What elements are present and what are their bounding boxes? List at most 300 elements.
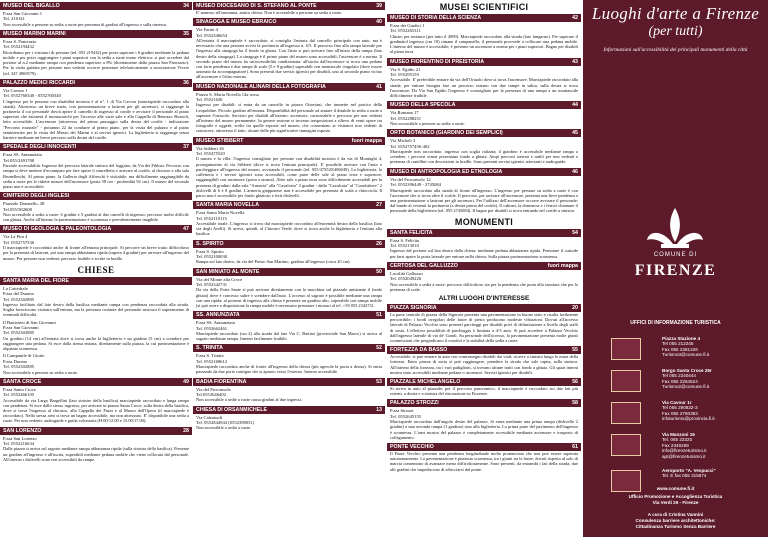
map-number: 51 — [376, 312, 382, 319]
column-1 — [0, 0, 192, 537]
venue-section — [0, 192, 192, 223]
section-header — [193, 201, 385, 209]
section-header — [387, 443, 581, 451]
venue-description: E' annesso all'omonima, antica chiesa. Non è accessibile a persone su sedia a ruote. — [196, 10, 343, 15]
address-line: Tel. 0552049226 — [390, 276, 422, 282]
venue-address — [193, 26, 385, 38]
address-line: Tel. 0552757456-402 — [390, 143, 430, 149]
office-line: Fax 055 2760383 — [662, 410, 698, 416]
venue-description: Marciapiede raccordato alla strada di fronte all'ingresso. L'ingresso per persone su sedia a ruote è con l'ascensore che si trova oltre il cortile. Il percorso, per arrivare all'ascensore, presenta una lieve pendenza e una pavimentazione a lastroni per gli ascensori. Per l'utilizzo dell'ascensore occorre avvisare il personale: dal bando al vestenti la portineria (a destra prima del cortile). Il cabinet, la domenica e i festivi chiamare il personale della biglietteria (tel. 055 2745084). Il bagno per disabili si trova entrando nel cortile a sinistra. — [390, 187, 578, 214]
section-title: MUSEO DEL BIGALLO — [3, 3, 60, 9]
venue-address — [387, 137, 581, 149]
map-number: fuori mappa — [351, 137, 382, 144]
section-header — [193, 240, 385, 248]
address-line: Piazzale Donatello, 38 — [3, 201, 45, 207]
venue-description: Accessibile totale. L'ingresso si trova dal marciapiede raccordato all'estremità destra della basilica (lato via degli Avelli). Si arriva, quindi, al Chiostro Verde, dove si trova anche la biglietteria e l'entrata alla basilica. — [196, 220, 382, 237]
address-line: Via Romana 17 — [390, 110, 419, 116]
section-header — [387, 304, 581, 312]
venue-description: Il Ponte Vecchio presenta una pendenza longitudinale molto pronunciata che non può essere superata autonomamente. La pavimentazione è piuttosto sconnessa, tra i giunti tra le lastre, dovuti rispetto al solo di marcia consentono di avanzare meno difficoltosamente. Sono presenti, da entrambi i lati della strada, due alti gradini che impediscono di affacciarsi dal ponte. — [390, 451, 578, 472]
venue-address — [387, 270, 581, 282]
office-block — [662, 400, 762, 422]
section-title: MUSEO STIBBERT — [196, 137, 244, 144]
address-line: Tel. 0552288251 — [390, 115, 422, 121]
section-title: MUSEO DI STORIA DELLA SCIENZA — [390, 15, 482, 21]
cover-panel — [583, 0, 768, 537]
address-line: P.zza Santa Maria Novella — [196, 210, 245, 216]
map-number: 40 — [376, 19, 382, 26]
address-line: Tel. 0552302885 — [3, 330, 35, 336]
address-line: P.zza San Lorenzo — [3, 435, 37, 441]
footer-org: Cittadinanza Turismo Senza Barriere — [635, 524, 716, 529]
address-line: P.zza S. Felicita — [390, 237, 420, 243]
address-line: Tel.055/582608 — [3, 206, 32, 212]
venue-address — [193, 209, 385, 221]
venue-description: Ingresso facilitato dal lato destro della basilica mediante rampa con pendenza raccordata alla strada. Soglia favoriscono visitatra sull'entrata, ma la presenza costante del personale assicura il superamento di eventuali difficoltà. — [3, 301, 189, 318]
address-line: Tel. 055475520 — [196, 151, 225, 157]
office-line: Fax 2346289 — [662, 442, 689, 448]
venue-description: Non accessibile a sedia a ruote: 6 gradini e 5 gradini al due cancelli di ingresso; percorso molto difficile con ghiaia. Anche all'interno la pavimentazione è sconnessa e prevalentemente inagibile. — [3, 211, 189, 223]
section-title: CERTOSA DEL GALLUZZO — [390, 262, 458, 269]
venue-address — [387, 237, 581, 249]
section-title: SINAGOGA E MUSEO EBRAICO — [196, 19, 277, 26]
map-number: 45 — [572, 130, 578, 137]
venue-section — [0, 378, 192, 425]
address-line: Tel. 0552265311 — [390, 28, 421, 34]
section-header — [0, 378, 192, 386]
address-line: P.zza San Giovanni 1 — [3, 11, 43, 16]
map-number: 26 — [376, 240, 382, 247]
address-line: Via Cavour 1 — [3, 87, 28, 93]
footer-site: www.comune.fi.it — [656, 486, 695, 491]
section-header — [0, 30, 192, 38]
section-title: PIAZZALE MICHELANGELO — [390, 378, 461, 385]
venue-description: Non accessibile a sedie a ruote causa gradini al due ingressi. — [196, 397, 302, 403]
venue-description: Accessibile da via Largo Bargellini (lato sinistro della basilica) marciapiede raccordato e lunga rampa con pendenza. Si esce dallo stesso ingresso, per arrivare in piazza Santa Croce, sulla destra della basilica, dove si trova l'ingresso al chiostro, alla Cappella dei Pazzi e al Museo dell'Opera (il marciapiede è raccordato). Nella stessa area si trova un bagno accessibile, ma non attrezzato. E' disponibile una sedia a ruote. Per non vedenti: audioguide e guida volontaria (H.00/12.00 e 15.00/17.00). — [3, 397, 189, 424]
venue-section — [387, 14, 581, 56]
footer-office: Ufficio Promozione e Accoglienza Turistica — [628, 494, 723, 499]
section-title: MUSEO DELLA SPECOLA — [390, 102, 456, 109]
section-header — [193, 18, 385, 26]
map-number: 46 — [572, 168, 578, 175]
address-line: Tel. 0552302885 — [3, 296, 35, 302]
venue-address — [0, 319, 192, 336]
map-number: fuori mappa — [547, 262, 578, 269]
map-number: 36 — [183, 79, 189, 86]
address-line: P.zza S. Trinita — [196, 353, 224, 359]
office-line: Tel. 055 23320 — [662, 437, 693, 443]
venue-address — [193, 352, 385, 364]
map-number: 54 — [572, 229, 578, 236]
venue-section — [0, 143, 192, 190]
venue-description: Rampa sul lato destro, da via del Presto San Martino, gradino all'ingresso (circa 20 cm). — [196, 259, 351, 265]
section-title: SPEDALE DEGLI INNOCENTI — [3, 144, 77, 151]
venue-description: Marciapiede non raccordato; ingresso con soglia rialzata; il giardino è accessibile mediante rampa a scendere, i percorsi ormai presentano fondo a ghiaia. Ampi percorsi sterrati e tattili per non vedenti e presenza di cartellini con descrizioni in braille. Sono presenti servizi igienici attrezzati e audioguide. — [390, 149, 578, 165]
address-line: P.zza del Duomo — [3, 291, 35, 297]
section-title: MUSEO FIORENTINO DI PREISTORIA — [390, 58, 485, 65]
venue-address — [0, 200, 192, 212]
venue-address — [0, 38, 192, 50]
office-block — [662, 368, 762, 390]
venue-section — [387, 304, 581, 344]
office-line: Tel 055 2340444 — [662, 373, 696, 379]
address-line: Tel. 055213018 — [390, 242, 419, 248]
venue-section — [0, 2, 192, 28]
section-header — [0, 225, 192, 233]
venue-address — [193, 414, 385, 426]
address-line: P.zza SS. Annunziata — [196, 320, 235, 326]
map-number: 39 — [376, 3, 382, 9]
office-line: Tel 055 290832-3 — [662, 405, 698, 411]
section-header — [387, 262, 581, 270]
venue-section — [387, 346, 581, 376]
section-title: PIAZZA SIGNORIA — [390, 304, 437, 311]
map-number: 13 — [376, 406, 382, 413]
brochure-subtitle: (per tutti) — [648, 24, 703, 39]
address-line: Tel. 0552760340 - 0552760340 — [3, 93, 61, 99]
venue-address — [0, 285, 192, 302]
address-line: Via La Pira 4 — [3, 234, 28, 240]
address-line: Tel. 0552194432 — [3, 44, 35, 50]
section-header — [0, 427, 192, 435]
address-line: Località Galluzzo — [390, 270, 423, 276]
section-header — [387, 346, 581, 354]
venue-description: All'entrata il marciapiede è raccordato; si consiglia l'entrata dal cancello principale con auto, ma è necessario che una persona avvisi la portineria all'ingresso n. 6/5. Il percorso fino alla rampa laterale per l'ingresso alla sinagoga ha il fondo in ghiaia. Con l'auto si può arrivare fino all'inizio della rampa (lato destro della sinagoga). La sinagoga è il primo piano del museo sono accessibili; l'ascensore è a norma. Il secondo piano del museo ha un'accessibilità condizionata: all'uscita dall'ascensore si trova una pedana con forte pendenza e due rampe di scale (5 e 8 gradini) superabili con montascale cingolato (dove essere azionato da accompagnatore). Sono presenti due servizi igienici per disabili, uno al secondo piano vicino all'ascensore e l'altro esterno. — [196, 38, 382, 80]
footer-address: Via Verdi 26 - Firenze — [652, 500, 699, 505]
venue-address — [0, 386, 192, 398]
address-line: Via del Proconsolo — [196, 386, 231, 392]
venue-address — [0, 151, 192, 163]
footer-consult: Consulenza barriere architettoniche: — [635, 518, 716, 523]
section-header — [0, 277, 192, 285]
section-title: S. TRINITA — [196, 345, 223, 352]
office-line: Aeroporto "A. Vespucci" — [662, 468, 716, 473]
venue-subtitle: Il Campanile di Giotto — [3, 353, 45, 359]
address-line: Tel.055/2491708 — [3, 157, 35, 163]
section-title: CIMITERO DEGLI INGLESI — [3, 193, 70, 200]
venue-description: Ingresso dal portone sul lato destro della chiesa: mediante pedana abbastanza ripida. Prenotare il custode per farsi aprire la porta laterale per entrare nella chiesa. Sulla piazza pavimentazione sconnessa. — [390, 248, 578, 259]
section-title: MUSEO MARINO MARINI — [3, 31, 66, 38]
section-title: SANTA MARIA DEL FIORE — [3, 277, 69, 284]
office-photo-icon — [611, 370, 641, 392]
section-header — [193, 344, 385, 352]
section-header — [387, 101, 581, 109]
office-line: Via Cavour 1r — [662, 400, 692, 405]
address-line: Tel. 0552466105 — [3, 392, 35, 398]
address-line: Tel. 05521630 — [196, 97, 223, 103]
section-header — [387, 58, 581, 66]
address-line: P.zza S. Pancrazio — [3, 39, 37, 45]
map-number: 50 — [376, 268, 382, 275]
address-line: Tel. 0552645155 — [390, 413, 422, 419]
comune-name: FIRENZE — [634, 262, 717, 279]
office-line: Via Manzoni 16 — [662, 432, 695, 437]
map-number: 55 — [572, 347, 578, 354]
map-number: 52 — [376, 345, 382, 352]
address-line: Via del Monte alla Croce — [196, 276, 243, 282]
monuments-heading: MONUMENTI — [454, 216, 514, 227]
section-header — [0, 79, 192, 87]
venue-description: Il museo e la villa: l'ingresso consigliato per persone con disabilità motoria è da via di Montughi 4, proseguimento di via Stibbert (dove si trova l'entrata principale). E' possibile arrivare con l'auto e parcheggiare all'ingresso del museo, avvisando il personale (tel. 055/475520/486049). La biglietteria, la caffetteria e i servizi igienici sono accessibili, come parte delle sale al piano terra e superiore, raggiungibili con ascensore (porta a norma). Altre sale a piano terra sono difficilmente accessibili per la presenza di gradini; dalla sala "Armeria" alla "Cavalcata" 3 gradini - dalla "Cavalcata" al "Condottiere" 2 dislivelli di 6 e 8 gradini. L'armeria giapponese non è accessibile per presenza di scala a chiocciola. Il parco non è accessibile per fondo ghiaioso e forti dislivelli. — [196, 156, 382, 198]
map-number: 47 — [183, 226, 189, 233]
venue-section — [387, 378, 581, 397]
venue-section — [387, 443, 581, 473]
office-line: Tel 055 212245 — [662, 341, 694, 347]
venue-address — [0, 233, 192, 245]
section-header — [193, 137, 385, 145]
column-2 — [193, 0, 385, 537]
venue-description: Non accessibile a persone su sedia a ruote per presenza di gradini all'ingresso e sulla rimessa. — [3, 21, 167, 27]
address-line: La Cattedrale — [3, 285, 28, 291]
map-number: 61 — [572, 444, 578, 451]
venue-address — [0, 87, 192, 99]
venue-section — [387, 101, 581, 127]
venue-section — [387, 399, 581, 441]
address-line: P.zza San Giovanni — [3, 324, 39, 330]
map-number: 44 — [572, 102, 578, 109]
map-number: 58 — [572, 400, 578, 407]
venue-description: Il marciapiede è raccordato anche di fronte all'entrata principale. Si percorre un breve tratto difficoltoso per la presenza di lastroni, poi una rampa abbastanza ripida (supera 4 gradini) per arrivare all'ingresso del museo. Per persone non vedenti: percorso fruibile e scritte in braille. — [3, 245, 189, 261]
map-number: 56 — [572, 378, 578, 385]
venue-description: Accessibile. E' preferibile entrare da via dell'Oriuolo dove si trova l'ascensore. Marciapiede raccordato alla strada; per entrare bisogna fare un percorso esterno con due rampe in salita; sulla destra si trova l'ascensore. Da Via San Egidio l'ingresso è sconsigliato per la presenza di una rampa a un montascale difficilmente fruibile. — [390, 77, 578, 99]
venue-address — [193, 276, 385, 288]
office-line: Turismo3@comune.fi.it — [662, 352, 710, 358]
venue-address — [193, 319, 385, 331]
office-line: Tel. E fax 055 315874 — [662, 473, 707, 479]
office-line: Fax 055 2264524 — [662, 378, 698, 384]
section-title: S. SPIRITO — [196, 240, 224, 247]
section-title: MUSEO DIOCESANO DI S. STEFANO AL PONTE — [196, 3, 317, 9]
map-number: 49 — [183, 378, 189, 385]
address-line: Tel. 0552302885 — [3, 364, 35, 370]
map-number: 37 — [183, 144, 189, 151]
address-line: Tel. 0552168612 — [196, 358, 228, 364]
brochure-title: Luoghi d'arte a Firenze — [591, 4, 760, 23]
address-line: Tel. 0552216634 — [3, 441, 35, 447]
section-title: MUSEO NAZIONALE ALINARI DELLA FOTOGRAFIA — [196, 83, 326, 90]
section-header — [387, 378, 581, 386]
section-header — [387, 229, 581, 237]
venue-section — [193, 83, 385, 135]
address-line: Via Stibbert 26 — [196, 145, 224, 151]
section-title: SANTA FELICITA — [390, 229, 433, 236]
offices-heading: UFFICI DI INFORMAZIONE TURISTICA — [630, 320, 721, 326]
other-places-heading: ALTRI LUOGHI D'INTERESSE — [438, 294, 530, 302]
map-number: 34 — [183, 3, 189, 9]
address-line: Piazza S. Maria Novella 14a rosso — [196, 91, 260, 97]
address-line: Tel. 0552110113 — [196, 215, 227, 221]
venue-address — [193, 145, 385, 157]
map-number: 41 — [376, 83, 382, 90]
office-block — [662, 468, 762, 479]
venue-description: Ricordiamo per i visitatori di persone (tel. 055 219432) per poter superare i 6 gradini mediante la pedana mobile e per poter raggiungere i piani superiori con la sedia a ruote mono elettrica: si può accedere dal portone al n.2 mediante rampa con pendenza superiore a 8% (direttamente dalla piazza San Pancrazio). Per la visita guidata per persone non vedenti occorre prenotare telefonicamente a associazione Vivere (tel. 347 4969579). — [3, 49, 189, 76]
address-line: Tel. 0552342731 — [196, 281, 228, 287]
science-museums-heading: MUSEI SCIENTIFICI — [439, 2, 529, 12]
address-line: P.zza Duomo — [3, 358, 28, 364]
address-line: Via Calzaiuoli — [196, 414, 223, 420]
venue-description: Dalla piazza si arriva sul sagrato mediante rampa abbastanza ripida (sulla sinistra della basilica). Presente un gradino all'ingresso e all'uscita, superabili mediante pedana mobile che viene collocata dal personale. All'interno i dislivelli sono resi accessibili da rampe. — [3, 446, 189, 462]
venue-section — [0, 79, 192, 141]
venue-description: Da via della Porta Sante si può arrivare direttamente con la macchina sul piazzale antistante il fondo ghiaia) dove è concesso salire e scendere dall'auto. L'accesso al sagrato è possibile mediante una rampa con una ripida: al portone di ingresso alla chiesa è presente un gradino alto, superabile con rampa mobile (si può avere a disposizione la rampa mobile è necessario prenotare i monaci al tel. +39 055 2342731. — [196, 287, 382, 308]
map-number: 28 — [183, 427, 189, 434]
venue-section — [387, 58, 581, 100]
venue-description: Si arriva in auto al piazzale, per il percorso panoramico, il marciapiede è raccordato sui due lati più esterni, a destra e a sinistra del ristorazione su Fiorenze. — [390, 385, 578, 397]
venue-address — [387, 66, 581, 78]
section-header — [387, 14, 581, 22]
section-header — [193, 268, 385, 276]
section-title: ORTO BOTANICO (GIARDINO DEI SEMPLICI) — [390, 130, 503, 137]
venue-address — [193, 248, 385, 260]
venue-address — [0, 352, 192, 369]
venue-section — [193, 268, 385, 310]
venue-section — [0, 277, 192, 319]
venue-section — [0, 225, 192, 261]
venue-description: L'ingresso per le persone con disabilità motoria è al n°. 1 di Via Cavour (marciapiede raccordato alla strada). Attraverso un breve tratto, con pavimentazione a lastroni per gli ascensori, si raggiunge la portineria il cui personale dovrà aprire il cancello di ingresso al cortile e avvisare il personale al piano superiore che azionerà il montacarichi per l'accesso alle varie sale e alla Cappella di Benozzo Bozzoli, letto accessibile. L'ascensore (attraverso del primo passaggio sulla destra del cortile - indicazione "Percorso museale" - potranno 22 da condurre al primo piano, per la visita del palazzo e al piano seminterrato per la visita del Museo dei Marmi e ai servizi igienici. La biglietteria si raggiunge senza barriere mediante un breve percorso sulla destra del cortile. — [3, 98, 189, 141]
office-line: Piazza Stazione 4 — [662, 336, 701, 341]
venue-section — [387, 168, 581, 215]
address-line: P.zza SS. Annunziata — [3, 152, 42, 158]
footer-credit: A cura di Cristina Vannini — [647, 512, 704, 517]
address-line: P.zza dei Giudici 1 — [390, 23, 425, 28]
venue-section — [193, 18, 385, 80]
section-title: BADIA FIORENTINA — [196, 378, 247, 385]
venue-address — [193, 91, 385, 103]
venue-address — [387, 109, 581, 121]
address-line: Tel. 0552396449 - 2745084 — [390, 182, 441, 188]
address-line: Via Farini 4 — [196, 27, 218, 33]
address-line: Tel. 0552844944 (0552398051) — [196, 420, 255, 426]
office-line: info@firenzeturismo.it — [662, 448, 707, 454]
address-line: Tel. 055295159 — [390, 72, 419, 78]
office-block — [662, 336, 762, 358]
section-title: SAN LORENZO — [3, 427, 42, 434]
section-title: PONTE VECCHIO — [390, 444, 434, 451]
venue-section — [193, 240, 385, 266]
venue-section — [193, 311, 385, 342]
map-number: 35 — [183, 31, 189, 38]
venue-section — [387, 129, 581, 165]
venue-description: Ingresso per disabili: si entra da un cancello in piazza Ottaviani, che immette nel portico della Leopoldine. Piccolo gradino all'entrata. Disponibilità del personale ad aiutare il disabile in sedia a ruote a superare l'ostacolo. Servizio per disabili all'interno: ascensore, carrozzabile e percorso per non vedenti all'interno del museo permanente. In genere sezione si trovano trasposizioni a rilievo di venti opere tra fotografie e oggetti, scelte tra quelle esposte nel museo, che consentono ai visitatori non vedenti di conoscere, attraverso il tatto, alcune delle più significative immagini esposte. — [196, 102, 382, 134]
map-number: 27 — [376, 202, 382, 209]
column-3 — [387, 0, 581, 537]
venue-description: Non accessibile a sedia a ruote. — [196, 425, 252, 431]
venue-address — [0, 435, 192, 447]
venue-section — [193, 201, 385, 237]
venue-description: Marciapiede raccordato (cm 2) alla strada dal lato Via C. Battisti (provinciale San Marco) si arriva al sagrato mediante rampa. Interno facilmente fruibile. — [196, 330, 382, 342]
venue-address — [193, 386, 385, 398]
section-title: PALAZZO STROZZI — [390, 400, 439, 407]
venue-subtitle: Il Battistero di San Giovanni — [3, 319, 56, 325]
venue-section — [387, 229, 581, 260]
venue-section — [0, 352, 192, 375]
address-line: Tel.0552646402 — [196, 392, 226, 398]
venue-description: Non accessibile a sedia a ruote: percorso difficoltoso sia per la pendenza che porta alla struttura che per la presenza di scale. — [390, 281, 578, 292]
office-photo-icon — [611, 402, 641, 424]
venue-section — [193, 406, 385, 432]
address-line: Tel. 0552757536 — [3, 239, 35, 245]
venue-address — [387, 22, 581, 34]
section-header — [193, 378, 385, 386]
venue-description: Non accessibile a persone su sedia a ruote. — [390, 121, 465, 127]
venue-description: Non accessibile a persone su sedia a ruote. — [3, 369, 78, 375]
section-title: MUSEO DI GEOLOGIA E PALEONTOLOGIA — [3, 226, 112, 233]
map-number: 42 — [572, 15, 578, 21]
venue-address — [0, 10, 192, 22]
map-number: 20 — [572, 304, 578, 311]
venue-description: Marciapiede raccordato dall'angolo destro del palazzo. Si entra mediante una prima rampa (dislivello 2 gradini) a una seconda rampa (1 gradino) sino alla biglietteria. La prima parte del pavimento dell'ingresso è sconnessa. L'area mostra del palazzo è completamente accessibile mediante ascensore e trasporto di collegamento. — [390, 419, 578, 440]
venue-address — [387, 407, 581, 419]
address-line: P.zza S. Spirito — [196, 248, 224, 254]
venue-section — [0, 30, 192, 77]
section-title: SS. ANNUNZIATA — [196, 312, 240, 319]
office-block — [662, 432, 762, 459]
brochure-tagline: Informazioni sull'accessibilità dei principali monumenti della città — [603, 47, 748, 53]
venue-section — [193, 2, 385, 16]
section-title: PALAZZO MEDICI RICCARDI — [3, 79, 75, 86]
address-line: P.zza Strozzi — [390, 408, 414, 414]
map-number: 53 — [376, 378, 382, 385]
office-photo-icon — [611, 434, 641, 456]
map-number: 43 — [572, 58, 578, 65]
office-line: Fax 055 2381226 — [662, 346, 698, 352]
section-header — [387, 399, 581, 407]
section-title: FORTEZZA DA BASSO — [390, 347, 448, 354]
section-header — [193, 83, 385, 91]
office-line: apt@firenzeturismo.it — [662, 453, 706, 459]
venue-section — [387, 262, 581, 293]
venue-description: Chiuso per restauro (per tutto il 2009). Marciapiede raccordato alla strada (lato lungarno). Per superare il gradinatol ingresso (cm 18) rimane il campanello; il personale provvede a collocare una pedana mobile. L'interno del museo è accessibile; è presente un ascensore a norma per i piani superiori. Bagno per disabili al piano terra. — [390, 33, 578, 55]
section-header — [0, 192, 192, 200]
section-title: MUSEO DI ANTROPOLOGIA ED ETNOLOGIA — [390, 168, 503, 175]
venue-section — [193, 344, 385, 375]
section-title: SANTA MARIA NOVELLA — [196, 202, 260, 209]
address-line: Tel. 0552100030 — [196, 253, 228, 259]
address-line: Tel. 0552662461 — [196, 325, 228, 331]
section-header — [0, 143, 192, 151]
venue-section — [193, 378, 385, 404]
office-line: Borgo Santa Croce 29r — [662, 368, 712, 373]
churches-heading: CHIESE — [77, 264, 115, 275]
address-line: Tel. 0552346654 — [196, 32, 228, 38]
section-header — [0, 2, 192, 10]
venue-section — [0, 319, 192, 353]
venue-description: Un gradino (14 cm) all'entrata dove si trova anche la biglietteria e un gradino (5 cm) a scendere per raggiungere una pedana. Si esce dalla stessa entrata, direttamente sulla piazza, la cui pavimentazione è alquanto sconnessa. — [3, 335, 189, 352]
venue-description: Marciapiede raccordato anche di fronte all'ingresso della chiesa (più agevole la porta a destra). Si entra passando da due porte contigue che si aprono verso l'esterno. Interno accessibile. — [196, 364, 382, 375]
section-header — [193, 311, 385, 319]
comune-label: COMUNE DI — [653, 252, 698, 258]
venue-description: Parziale accessibilità. Ingresso del percorso laterale sinistro del loggiato, da Via dei Fibbiai. Percorso con rampa si deve mettere d'accampato per fare aprire il cancelletto e arrivare al cortile, al chiostro e alla sala Brunelleschi. Al primo piano, la Galleria degli Affreschi è visitabile, ma difficilmente raggiungibile da sedia a ruote per le ridotte misure dell'ascensore (porta 58 cm - profondità 92 cm). Il museo del secondo piano non è accessibile. — [3, 163, 189, 189]
office-line: Turismo2@comune.fi.it — [662, 384, 710, 390]
section-title: CHIESA DI ORSANMICHELE — [196, 406, 268, 413]
venue-section — [0, 427, 192, 463]
section-title: SAN MINIATO AL MONTE — [196, 268, 260, 275]
address-line: Via S. Egidio 21 — [390, 66, 421, 72]
section-header — [193, 2, 385, 10]
address-line: Via del Proconsolo 12 — [390, 176, 431, 182]
venue-description: La parte centrale di piazza della Signoria presenta una pavimentazione in buono stato e risulta facilmente percorribile; i bordi irregolari delle lastre di pietra producono modeste vibrazioni. Dovuti all'accesso laterale di Palazzo Vecchio sono presenti parcheggi per disabili privi di delimitazione a livello degli stalli di sosta. L'effettiva possibilità di parcheggio è limitata a 4-5 auto. Si può accedere a Palazzo Vecchio dall'ingresso laterale di via de' Gondi. Su personale dell'accesso, la pavimentazione presenta molte giunti sconnessioni che pregiudicano il comfort e la stabilità della sedia a ruote. — [390, 311, 578, 343]
address-line: P.zza Santa Croce — [3, 386, 36, 392]
address-line: Tel. 210141 — [3, 16, 25, 22]
office-photo-icon — [611, 338, 641, 360]
venue-address — [387, 176, 581, 188]
address-line: Via Micheli 3 — [390, 138, 416, 144]
section-header — [193, 406, 385, 414]
section-title: SANTA CROCE — [3, 378, 42, 385]
venue-section — [193, 137, 385, 199]
section-header — [387, 168, 581, 176]
section-header — [387, 129, 581, 137]
venue-description: Accessibile: si può entrare in auto con contrassegno disabili dai viali; ricavre a sinistra lungo le mura della fortezza. Entro piazza di sorta si può raggiungere, prendere la strada che sale rapita, sulla sinistra. All'interno della fortezza, tra i vari padiglioni, si trovano alcune tratti con fondo a ghiaia. Gli spazi interni mostra sono accessibili mediante pedane o ascensori. Servizi igienici per disabili. — [390, 354, 578, 375]
office-line: infoturismo@provincia.fi.it — [662, 416, 715, 422]
